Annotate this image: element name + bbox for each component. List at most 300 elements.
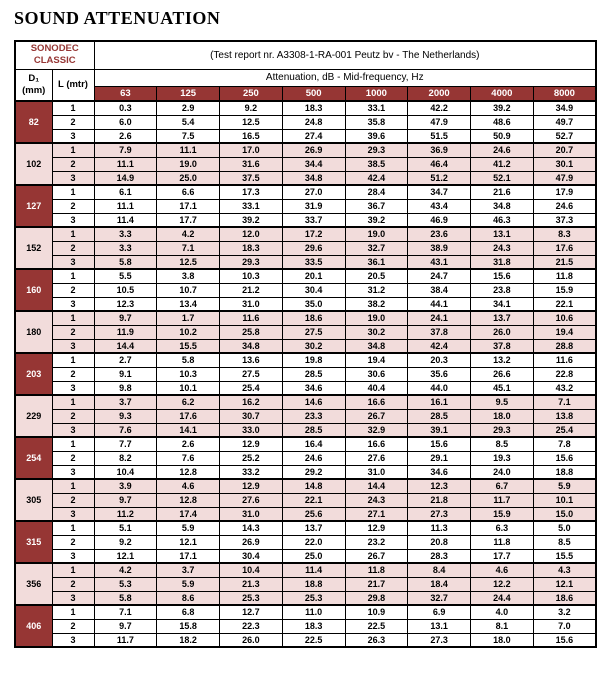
table-row xyxy=(15,311,596,325)
attenuation-value-cell: 13.4 xyxy=(157,297,220,311)
length-cell: 2 xyxy=(52,367,94,381)
attenuation-value-cell: 52.1 xyxy=(471,171,534,185)
attenuation-value-cell: 48.6 xyxy=(471,115,534,129)
attenuation-value-cell: 10.2 xyxy=(157,325,220,339)
page-title: SOUND ATTENUATION xyxy=(14,8,221,28)
diameter-cell: 305 xyxy=(15,479,52,521)
attenuation-value-cell: 24.4 xyxy=(471,591,534,605)
attenuation-value-cell: 22.1 xyxy=(282,493,345,507)
table-row xyxy=(15,143,596,157)
attenuation-value-cell: 4.0 xyxy=(471,605,534,619)
attenuation-value-cell: 36.7 xyxy=(345,199,408,213)
attenuation-value-cell: 24.8 xyxy=(282,115,345,129)
length-cell: 2 xyxy=(52,115,94,129)
attenuation-value-cell: 9.8 xyxy=(94,381,157,395)
diameter-symbol: D₁ xyxy=(28,73,40,85)
attenuation-value-cell: 30.7 xyxy=(220,409,283,423)
attenuation-value-cell: 10.4 xyxy=(94,465,157,479)
table-row xyxy=(15,465,596,479)
diameter-column-header xyxy=(15,69,52,101)
attenuation-value-cell: 31.2 xyxy=(345,283,408,297)
attenuation-value-cell: 34.8 xyxy=(345,339,408,353)
table-row xyxy=(15,521,596,535)
attenuation-value-cell: 16.5 xyxy=(220,129,283,143)
attenuation-value-cell: 24.6 xyxy=(471,143,534,157)
length-cell: 1 xyxy=(52,563,94,577)
attenuation-value-cell: 18.3 xyxy=(220,241,283,255)
attenuation-value-cell: 8.5 xyxy=(471,437,534,451)
attenuation-value-cell: 12.1 xyxy=(533,577,596,591)
attenuation-value-cell: 18.3 xyxy=(282,101,345,115)
attenuation-value-cell: 25.0 xyxy=(282,549,345,563)
attenuation-value-cell: 27.4 xyxy=(282,129,345,143)
table-row xyxy=(15,619,596,633)
attenuation-value-cell: 22.3 xyxy=(220,619,283,633)
attenuation-value-cell: 30.2 xyxy=(282,339,345,353)
attenuation-value-cell: 34.8 xyxy=(471,199,534,213)
length-cell: 1 xyxy=(52,479,94,493)
attenuation-value-cell: 21.5 xyxy=(533,255,596,269)
attenuation-value-cell: 24.1 xyxy=(408,311,471,325)
length-cell: 2 xyxy=(52,157,94,171)
attenuation-value-cell: 22.0 xyxy=(282,535,345,549)
attenuation-value-cell: 13.2 xyxy=(471,353,534,367)
length-cell: 3 xyxy=(52,633,94,647)
attenuation-value-cell: 20.8 xyxy=(408,535,471,549)
diameter-cell: 180 xyxy=(15,311,52,353)
attenuation-value-cell: 15.9 xyxy=(471,507,534,521)
attenuation-value-cell: 33.2 xyxy=(220,465,283,479)
attenuation-value-cell: 18.8 xyxy=(282,577,345,591)
attenuation-value-cell: 12.0 xyxy=(220,227,283,241)
attenuation-value-cell: 31.0 xyxy=(345,465,408,479)
diameter-cell: 254 xyxy=(15,437,52,479)
length-cell: 2 xyxy=(52,535,94,549)
frequency-header-cell: 1000 xyxy=(345,86,408,101)
diameter-cell: 229 xyxy=(15,395,52,437)
attenuation-value-cell: 6.6 xyxy=(157,185,220,199)
attenuation-value-cell: 19.8 xyxy=(282,353,345,367)
attenuation-value-cell: 6.1 xyxy=(94,185,157,199)
attenuation-value-cell: 15.9 xyxy=(533,283,596,297)
attenuation-value-cell: 37.8 xyxy=(408,325,471,339)
attenuation-value-cell: 13.8 xyxy=(533,409,596,423)
attenuation-value-cell: 11.9 xyxy=(94,325,157,339)
attenuation-value-cell: 33.1 xyxy=(345,101,408,115)
attenuation-value-cell: 21.2 xyxy=(220,283,283,297)
attenuation-value-cell: 38.2 xyxy=(345,297,408,311)
attenuation-value-cell: 12.7 xyxy=(220,605,283,619)
attenuation-value-cell: 8.4 xyxy=(408,563,471,577)
attenuation-value-cell: 7.6 xyxy=(157,451,220,465)
length-cell: 3 xyxy=(52,591,94,605)
attenuation-value-cell: 29.3 xyxy=(471,423,534,437)
length-cell: 1 xyxy=(52,269,94,283)
attenuation-value-cell: 28.5 xyxy=(282,423,345,437)
attenuation-value-cell: 11.1 xyxy=(157,143,220,157)
attenuation-value-cell: 52.7 xyxy=(533,129,596,143)
attenuation-value-cell: 4.6 xyxy=(157,479,220,493)
table-row xyxy=(15,549,596,563)
attenuation-value-cell: 16.4 xyxy=(282,437,345,451)
length-cell: 3 xyxy=(52,297,94,311)
attenuation-value-cell: 3.2 xyxy=(533,605,596,619)
attenuation-value-cell: 18.0 xyxy=(471,409,534,423)
attenuation-value-cell: 28.3 xyxy=(408,549,471,563)
attenuation-value-cell: 27.3 xyxy=(408,507,471,521)
table-row xyxy=(15,171,596,185)
attenuation-value-cell: 11.3 xyxy=(408,521,471,535)
length-cell: 2 xyxy=(52,451,94,465)
attenuation-value-cell: 34.6 xyxy=(282,381,345,395)
attenuation-value-cell: 51.2 xyxy=(408,171,471,185)
attenuation-value-cell: 5.4 xyxy=(157,115,220,129)
length-cell: 3 xyxy=(52,549,94,563)
attenuation-value-cell: 10.5 xyxy=(94,283,157,297)
attenuation-value-cell: 39.6 xyxy=(345,129,408,143)
attenuation-value-cell: 22.8 xyxy=(533,367,596,381)
attenuation-value-cell: 7.9 xyxy=(94,143,157,157)
attenuation-value-cell: 47.9 xyxy=(408,115,471,129)
attenuation-value-cell: 17.2 xyxy=(282,227,345,241)
attenuation-value-cell: 29.1 xyxy=(408,451,471,465)
length-cell: 2 xyxy=(52,199,94,213)
attenuation-value-cell: 28.8 xyxy=(533,339,596,353)
attenuation-value-cell: 7.7 xyxy=(94,437,157,451)
attenuation-value-cell: 27.0 xyxy=(282,185,345,199)
attenuation-value-cell: 39.2 xyxy=(471,101,534,115)
diameter-cell: 203 xyxy=(15,353,52,395)
attenuation-table xyxy=(14,40,597,648)
attenuation-value-cell: 12.1 xyxy=(157,535,220,549)
attenuation-value-cell: 10.6 xyxy=(533,311,596,325)
attenuation-value-cell: 33.7 xyxy=(282,213,345,227)
length-cell: 1 xyxy=(52,311,94,325)
attenuation-value-cell: 40.4 xyxy=(345,381,408,395)
attenuation-value-cell: 7.0 xyxy=(533,619,596,633)
attenuation-value-cell: 27.6 xyxy=(220,493,283,507)
attenuation-value-cell: 2.6 xyxy=(94,129,157,143)
attenuation-value-cell: 27.1 xyxy=(345,507,408,521)
attenuation-value-cell: 22.5 xyxy=(282,633,345,647)
length-cell: 1 xyxy=(52,101,94,115)
attenuation-value-cell: 46.9 xyxy=(408,213,471,227)
attenuation-value-cell: 29.2 xyxy=(282,465,345,479)
frequency-header-cell: 500 xyxy=(282,86,345,101)
attenuation-value-cell: 25.0 xyxy=(157,171,220,185)
attenuation-value-cell: 36.1 xyxy=(345,255,408,269)
attenuation-value-cell: 12.8 xyxy=(157,493,220,507)
attenuation-value-cell: 18.3 xyxy=(282,619,345,633)
length-cell: 3 xyxy=(52,339,94,353)
attenuation-value-cell: 34.9 xyxy=(533,101,596,115)
diameter-cell: 356 xyxy=(15,563,52,605)
table-row xyxy=(15,633,596,647)
attenuation-value-cell: 13.7 xyxy=(471,311,534,325)
attenuation-value-cell: 6.2 xyxy=(157,395,220,409)
table-row xyxy=(15,409,596,423)
diameter-cell: 102 xyxy=(15,143,52,185)
attenuation-value-cell: 8.6 xyxy=(157,591,220,605)
attenuation-value-cell: 42.4 xyxy=(345,171,408,185)
attenuation-value-cell: 20.1 xyxy=(282,269,345,283)
attenuation-value-cell: 42.4 xyxy=(408,339,471,353)
attenuation-value-cell: 31.0 xyxy=(220,297,283,311)
length-cell: 2 xyxy=(52,409,94,423)
attenuation-value-cell: 30.1 xyxy=(533,157,596,171)
attenuation-value-cell: 14.4 xyxy=(345,479,408,493)
attenuation-value-cell: 12.5 xyxy=(220,115,283,129)
attenuation-value-cell: 27.5 xyxy=(282,325,345,339)
table-row xyxy=(15,395,596,409)
diameter-cell: 152 xyxy=(15,227,52,269)
attenuation-value-cell: 21.3 xyxy=(220,577,283,591)
attenuation-value-cell: 27.5 xyxy=(220,367,283,381)
attenuation-value-cell: 37.3 xyxy=(533,213,596,227)
attenuation-value-cell: 11.6 xyxy=(220,311,283,325)
attenuation-value-cell: 9.7 xyxy=(94,619,157,633)
attenuation-value-cell: 46.4 xyxy=(408,157,471,171)
attenuation-value-cell: 14.1 xyxy=(157,423,220,437)
attenuation-value-cell: 25.2 xyxy=(220,451,283,465)
length-cell: 3 xyxy=(52,465,94,479)
attenuation-value-cell: 43.4 xyxy=(408,199,471,213)
attenuation-value-cell: 5.8 xyxy=(94,255,157,269)
length-cell: 2 xyxy=(52,283,94,297)
attenuation-value-cell: 33.0 xyxy=(220,423,283,437)
table-row xyxy=(15,577,596,591)
table-row xyxy=(15,241,596,255)
attenuation-value-cell: 31.6 xyxy=(220,157,283,171)
attenuation-value-cell: 31.9 xyxy=(282,199,345,213)
length-cell: 3 xyxy=(52,213,94,227)
attenuation-value-cell: 11.7 xyxy=(471,493,534,507)
attenuation-value-cell: 14.9 xyxy=(94,171,157,185)
attenuation-value-cell: 19.0 xyxy=(157,157,220,171)
attenuation-value-cell: 12.3 xyxy=(94,297,157,311)
attenuation-value-cell: 18.0 xyxy=(471,633,534,647)
attenuation-value-cell: 17.3 xyxy=(220,185,283,199)
attenuation-value-cell: 24.3 xyxy=(345,493,408,507)
attenuation-value-cell: 11.4 xyxy=(282,563,345,577)
length-cell: 1 xyxy=(52,143,94,157)
attenuation-value-cell: 11.1 xyxy=(94,199,157,213)
attenuation-value-cell: 46.3 xyxy=(471,213,534,227)
attenuation-value-cell: 6.3 xyxy=(471,521,534,535)
attenuation-value-cell: 38.4 xyxy=(408,283,471,297)
table-row xyxy=(15,129,596,143)
attenuation-value-cell: 13.1 xyxy=(408,619,471,633)
diameter-cell: 127 xyxy=(15,185,52,227)
attenuation-value-cell: 26.3 xyxy=(345,633,408,647)
length-cell: 1 xyxy=(52,185,94,199)
diameter-unit: (mm) xyxy=(22,84,46,96)
length-cell: 3 xyxy=(52,423,94,437)
attenuation-value-cell: 21.8 xyxy=(408,493,471,507)
attenuation-value-cell: 28.4 xyxy=(345,185,408,199)
length-cell: 2 xyxy=(52,619,94,633)
table-row xyxy=(15,605,596,619)
attenuation-value-cell: 3.9 xyxy=(94,479,157,493)
table-row xyxy=(15,381,596,395)
attenuation-value-cell: 20.3 xyxy=(408,353,471,367)
attenuation-value-cell: 14.4 xyxy=(94,339,157,353)
attenuation-value-cell: 8.5 xyxy=(533,535,596,549)
attenuation-value-cell: 43.2 xyxy=(533,381,596,395)
attenuation-value-cell: 9.3 xyxy=(94,409,157,423)
attenuation-value-cell: 37.8 xyxy=(471,339,534,353)
attenuation-value-cell: 6.0 xyxy=(94,115,157,129)
attenuation-value-cell: 23.8 xyxy=(471,283,534,297)
attenuation-value-cell: 10.7 xyxy=(157,283,220,297)
attenuation-value-cell: 22.5 xyxy=(345,619,408,633)
attenuation-value-cell: 7.1 xyxy=(157,241,220,255)
attenuation-value-cell: 18.6 xyxy=(533,591,596,605)
attenuation-value-cell: 33.1 xyxy=(220,199,283,213)
attenuation-value-cell: 5.9 xyxy=(533,479,596,493)
attenuation-value-cell: 29.3 xyxy=(220,255,283,269)
attenuation-value-cell: 8.1 xyxy=(471,619,534,633)
diameter-cell: 406 xyxy=(15,605,52,647)
table-row xyxy=(15,213,596,227)
attenuation-value-cell: 37.5 xyxy=(220,171,283,185)
attenuation-value-cell: 12.9 xyxy=(220,479,283,493)
attenuation-value-cell: 4.2 xyxy=(157,227,220,241)
attenuation-value-cell: 12.9 xyxy=(220,437,283,451)
attenuation-value-cell: 17.1 xyxy=(157,549,220,563)
attenuation-value-cell: 12.2 xyxy=(471,577,534,591)
attenuation-value-cell: 7.5 xyxy=(157,129,220,143)
length-cell: 1 xyxy=(52,353,94,367)
attenuation-value-cell: 26.9 xyxy=(282,143,345,157)
length-cell: 3 xyxy=(52,171,94,185)
attenuation-value-cell: 14.8 xyxy=(282,479,345,493)
attenuation-value-cell: 29.3 xyxy=(345,143,408,157)
attenuation-value-cell: 26.0 xyxy=(220,633,283,647)
column-header-row xyxy=(15,69,596,86)
attenuation-value-cell: 42.2 xyxy=(408,101,471,115)
attenuation-value-cell: 17.0 xyxy=(220,143,283,157)
table-row xyxy=(15,563,596,577)
table-row xyxy=(15,115,596,129)
attenuation-value-cell: 24.6 xyxy=(282,451,345,465)
table-row xyxy=(15,493,596,507)
attenuation-value-cell: 34.8 xyxy=(282,171,345,185)
attenuation-value-cell: 11.4 xyxy=(94,213,157,227)
attenuation-value-cell: 39.2 xyxy=(220,213,283,227)
length-cell: 1 xyxy=(52,227,94,241)
attenuation-value-cell: 7.1 xyxy=(533,395,596,409)
attenuation-value-cell: 17.1 xyxy=(157,199,220,213)
length-column-header: L (mtr) xyxy=(52,69,94,101)
attenuation-value-cell: 10.9 xyxy=(345,605,408,619)
length-cell: 3 xyxy=(52,381,94,395)
length-cell: 1 xyxy=(52,437,94,451)
frequency-header-cell: 4000 xyxy=(471,86,534,101)
attenuation-value-cell: 2.9 xyxy=(157,101,220,115)
attenuation-value-cell: 34.6 xyxy=(408,465,471,479)
attenuation-value-cell: 18.4 xyxy=(408,577,471,591)
attenuation-value-cell: 16.2 xyxy=(220,395,283,409)
attenuation-value-cell: 24.3 xyxy=(471,241,534,255)
attenuation-value-cell: 7.8 xyxy=(533,437,596,451)
attenuation-value-cell: 18.2 xyxy=(157,633,220,647)
attenuation-value-cell: 11.8 xyxy=(471,535,534,549)
attenuation-value-cell: 5.9 xyxy=(157,577,220,591)
attenuation-value-cell: 11.0 xyxy=(282,605,345,619)
table-row xyxy=(15,269,596,283)
diameter-cell: 82 xyxy=(15,101,52,143)
table-body xyxy=(15,101,596,647)
table-row xyxy=(15,339,596,353)
attenuation-value-cell: 5.8 xyxy=(94,591,157,605)
attenuation-value-cell: 23.3 xyxy=(282,409,345,423)
product-name: SONODEC CLASSIC xyxy=(15,41,94,69)
table-row xyxy=(15,185,596,199)
attenuation-value-cell: 13.7 xyxy=(282,521,345,535)
attenuation-value-cell: 4.6 xyxy=(471,563,534,577)
attenuation-value-cell: 15.6 xyxy=(533,451,596,465)
attenuation-value-cell: 32.9 xyxy=(345,423,408,437)
attenuation-value-cell: 34.4 xyxy=(282,157,345,171)
table-row xyxy=(15,535,596,549)
attenuation-value-cell: 50.9 xyxy=(471,129,534,143)
attenuation-value-cell: 2.7 xyxy=(94,353,157,367)
attenuation-value-cell: 26.6 xyxy=(471,367,534,381)
attenuation-value-cell: 8.2 xyxy=(94,451,157,465)
attenuation-value-cell: 22.1 xyxy=(533,297,596,311)
attenuation-value-cell: 15.0 xyxy=(533,507,596,521)
length-cell: 2 xyxy=(52,241,94,255)
length-cell: 1 xyxy=(52,395,94,409)
attenuation-value-cell: 5.3 xyxy=(94,577,157,591)
attenuation-value-cell: 31.0 xyxy=(220,507,283,521)
attenuation-value-cell: 25.8 xyxy=(220,325,283,339)
attenuation-value-cell: 11.6 xyxy=(533,353,596,367)
attenuation-value-cell: 25.4 xyxy=(533,423,596,437)
attenuation-value-cell: 12.9 xyxy=(345,521,408,535)
length-cell: 1 xyxy=(52,605,94,619)
attenuation-value-cell: 35.0 xyxy=(282,297,345,311)
attenuation-value-cell: 41.2 xyxy=(471,157,534,171)
attenuation-value-cell: 11.1 xyxy=(94,157,157,171)
table-row xyxy=(15,507,596,521)
attenuation-value-cell: 34.8 xyxy=(220,339,283,353)
attenuation-value-cell: 10.4 xyxy=(220,563,283,577)
attenuation-value-cell: 17.6 xyxy=(533,241,596,255)
table-row xyxy=(15,199,596,213)
attenuation-value-cell: 23.6 xyxy=(408,227,471,241)
attenuation-value-cell: 13.6 xyxy=(220,353,283,367)
attenuation-value-cell: 24.7 xyxy=(408,269,471,283)
attenuation-value-cell: 33.5 xyxy=(282,255,345,269)
attenuation-value-cell: 3.3 xyxy=(94,227,157,241)
table-row xyxy=(15,227,596,241)
attenuation-value-cell: 26.9 xyxy=(220,535,283,549)
attenuation-value-cell: 24.0 xyxy=(471,465,534,479)
attenuation-value-cell: 18.8 xyxy=(533,465,596,479)
attenuation-value-cell: 29.8 xyxy=(345,591,408,605)
attenuation-value-cell: 30.4 xyxy=(282,283,345,297)
attenuation-value-cell: 10.1 xyxy=(533,493,596,507)
attenuation-value-cell: 29.6 xyxy=(282,241,345,255)
length-cell: 3 xyxy=(52,507,94,521)
attenuation-value-cell: 6.9 xyxy=(408,605,471,619)
attenuation-value-cell: 15.6 xyxy=(533,633,596,647)
attenuation-value-cell: 5.5 xyxy=(94,269,157,283)
attenuation-value-cell: 20.5 xyxy=(345,269,408,283)
attenuation-value-cell: 15.5 xyxy=(533,549,596,563)
